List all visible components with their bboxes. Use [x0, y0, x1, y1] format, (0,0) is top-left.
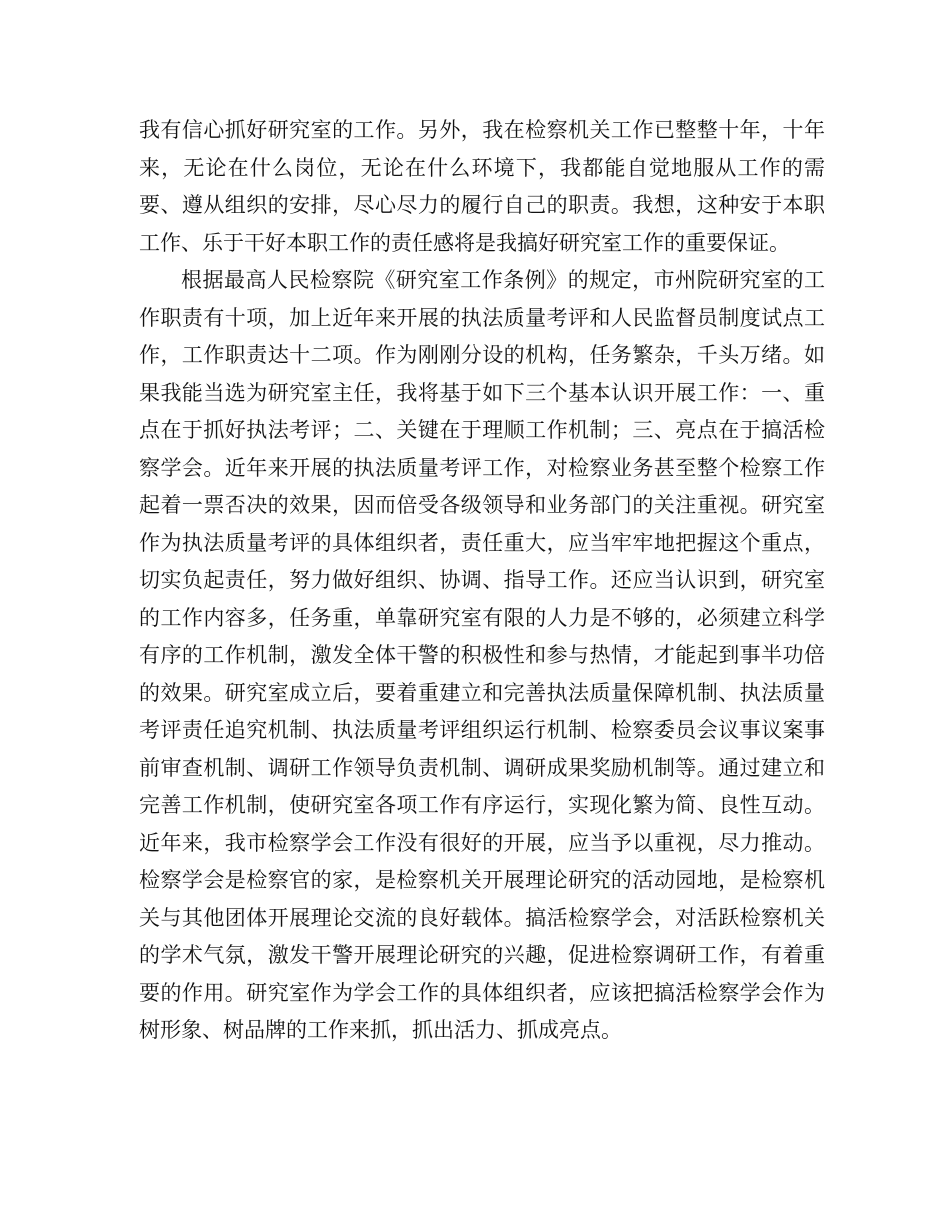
paragraph-continuation: 我有信心抓好研究室的工作。另外，我在检察机关工作已整整十年，十年来，无论在什么岗位，无论在什么环境下，我都能自觉地服从工作的需要、遵从组织的安排，尽心尽力的履行自己的职责。我想，这种安于本职工作、乐于干好本职工作的责任感将是我搞好研究室工作的重要保证。: [139, 118, 825, 255]
document-body: [139, 112, 825, 1050]
paragraph-research-office-duties: 根据最高人民检察院《研究室工作条例》的规定，市州院研究室的工作职责有十项，加上近年来开展的执法质量考评和人民监督员制度试点工作，工作职责达十二项。作为刚刚分设的机构，任务繁杂，千头万绪。如果我能当选为研究室主任，我将基于如下三个基本认识开展工作：一、重点在于抓好执法考评；二、关键在于理顺工作机制；三、亮点在于搞活检察学会。近年来开展的执法质量考评工作，对检察业务甚至整个检察工作起着一票否决的效果，因而倍受各级领导和业务部门的关注重视。研究室作为执法质量考评的具体组织者，责任重大，应当牢牢地把握这个重点，切实负起责任，努力做好组织、协调、指导工作。还应当认识到，研究室的工作内容多，任务重，单靠研究室有限的人力是不够的，必须建立科学有序的工作机制，激发全体干警的积极性和参与热情，才能起到事半功倍的效果。研究室成立后，要着重建立和完善执法质量保障机制、执法质量考评责任追究机制、执法质量考评组织运行机制、检察委员会议事议案事前审查机制、调研工作领导负责机制、调研成果奖励机制等。通过建立和完善工作机制，使研究室各项工作有序运行，实现化繁为简、良性互动。近年来，我市检察学会工作没有很好的开展，应当予以重视，尽力推动。检察学会是检察官的家，是检察机关开展理论研究的活动园地，是检察机关与其他团体开展理论交流的良好载体。搞活检察学会，对活跃检察机关的学术气氛，激发干警开展理论研究的兴趣，促进检察调研工作，有着重要的作用。研究室作为学会工作的具体组织者，应该把搞活检察学会作为树形象、树品牌的工作来抓，抓出活力、抓成亮点。: [139, 268, 825, 1042]
